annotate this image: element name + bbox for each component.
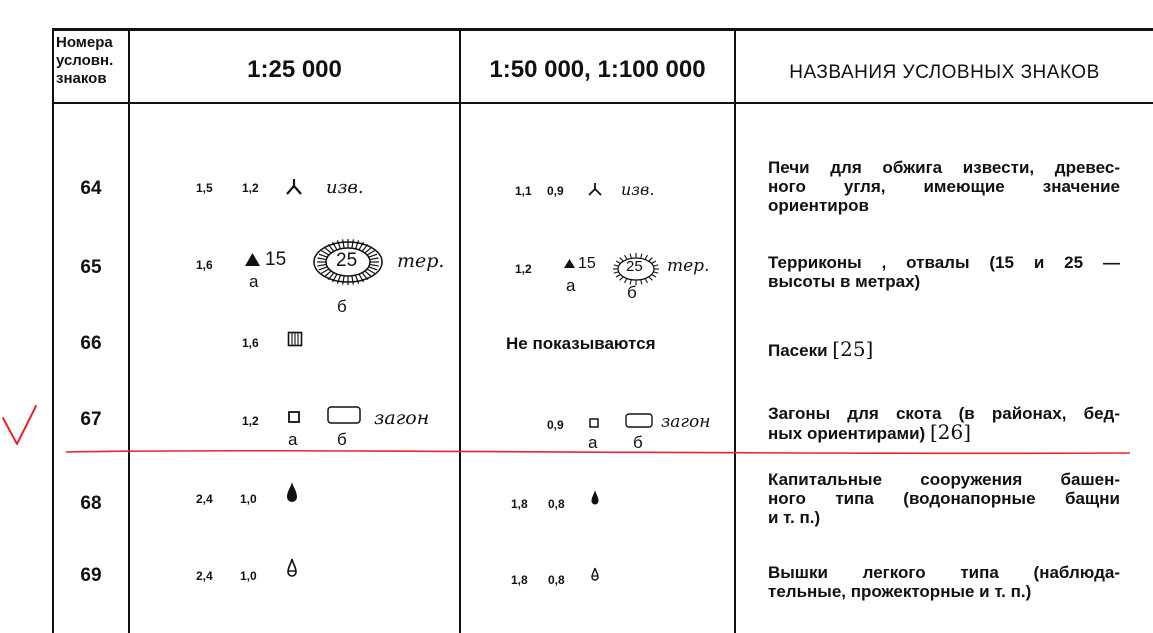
description-line: тельные, прожекторные и т. п.) [768, 582, 1032, 601]
dimension-label: 1,6 [196, 258, 213, 272]
symbol-label: изв. [621, 180, 655, 199]
dimension-label: 1,2 [515, 262, 532, 276]
symbol-description [768, 253, 1120, 291]
dimension-label: 1,8 [511, 497, 528, 511]
water-tower-icon [285, 481, 299, 505]
dimension-label: 1,2 [242, 181, 259, 195]
dimension-label: 2,4 [196, 569, 213, 583]
header-scale-50000-100000: 1:50 000, 1:100 000 [489, 56, 706, 83]
lime-kiln-icon [284, 175, 304, 197]
description-line: Капитальные сооружения башен- [768, 470, 1120, 489]
dimension-label: 1,0 [240, 569, 257, 583]
row-number: 68 [80, 493, 102, 514]
row-number: 66 [80, 333, 102, 354]
variant-label: а [288, 430, 298, 449]
spoil-heap-triangle-icon [563, 258, 576, 269]
reference-number: 25 [840, 337, 866, 361]
description-line: ного типа (водонапорные бащни [768, 489, 1120, 508]
dimension-label: 1,1 [515, 184, 532, 198]
dimension-label: 1,6 [242, 336, 259, 350]
header-divider [52, 102, 1153, 104]
reference-bracket: [25] [832, 337, 874, 361]
row-number: 69 [80, 565, 102, 586]
variant-label: б [337, 297, 347, 316]
table-left-border [52, 28, 54, 633]
lookout-tower-icon [285, 557, 299, 581]
description-line: Загоны для скота (в районах, бед- [768, 404, 1120, 423]
description-line: Пасеки [768, 341, 828, 360]
height-value: 25 [336, 250, 358, 271]
row-number: 64 [80, 178, 102, 199]
table-top-border [52, 28, 1153, 31]
description-line: ориентиров [768, 196, 869, 215]
symbol-description [768, 470, 1120, 527]
description-line: высоты в метрах) [768, 272, 921, 291]
dimension-label: 0,9 [547, 418, 564, 432]
description-text: ных ориентирами) [768, 424, 926, 443]
dimension-label: 1,0 [240, 492, 257, 506]
description-line: Печи для обжига извести, древес- [768, 158, 1120, 177]
symbol-label: загон [374, 407, 430, 429]
dimension-label: 1,2 [242, 414, 259, 428]
variant-label: а [588, 433, 598, 452]
symbol-label: тер. [397, 250, 445, 272]
dimension-label: 2,4 [196, 492, 213, 506]
header-number-line: знаков [56, 70, 107, 87]
symbol-label: изв. [326, 177, 364, 198]
dimension-label: 1,8 [511, 573, 528, 587]
variant-label: б [337, 430, 347, 449]
not-shown-text: Не показываются [506, 334, 656, 353]
row-number: 65 [80, 257, 102, 278]
dimension-label: 1,5 [196, 181, 213, 195]
height-value: 15 [578, 255, 596, 272]
variant-label: б [633, 433, 643, 452]
row-number: 67 [80, 409, 102, 430]
dimension-label: 0,8 [548, 497, 565, 511]
lime-kiln-icon [587, 180, 603, 197]
column-divider [734, 28, 736, 633]
red-underline [66, 451, 1130, 454]
description-line: Вышки легкого типа (наблюда- [768, 563, 1120, 582]
water-tower-icon [590, 489, 600, 507]
variant-label: а [566, 276, 576, 295]
symbol-description [768, 563, 1120, 601]
variant-label: б [627, 283, 637, 302]
lookout-tower-icon [590, 566, 600, 584]
checkmark-icon [3, 406, 36, 444]
variant-label: а [249, 272, 259, 291]
column-divider [128, 28, 130, 633]
symbol-description [768, 337, 1120, 361]
reference-number: 26 [937, 420, 964, 444]
header-symbol-names: НАЗВАНИЯ УСЛОВНЫХ ЗНАКОВ [789, 62, 1100, 83]
header-number-column [56, 34, 130, 88]
header-number-line: Номера [56, 34, 113, 51]
spoil-heap-triangle-icon [244, 252, 261, 267]
height-value: 15 [265, 249, 287, 270]
dimension-label: 0,8 [548, 573, 565, 587]
symbol-label: тер. [667, 256, 710, 276]
header-number-line: условн. [56, 52, 114, 69]
dimension-label: 0,9 [547, 184, 564, 198]
symbol-description [768, 158, 1120, 215]
description-line: Терриконы , отвалы (15 и 25 — [768, 253, 1120, 272]
reference-bracket: [26] [929, 420, 972, 444]
symbol-label: загон [661, 412, 711, 432]
handwritten-annotation [0, 398, 1153, 468]
height-value: 25 [626, 258, 643, 275]
column-divider [459, 28, 461, 633]
description-line: ного угля, имеющие значение [768, 177, 1120, 196]
apiary-icon [287, 331, 303, 347]
header-scale-25000: 1:25 000 [247, 56, 342, 83]
description-line: и т. п.) [768, 508, 821, 527]
